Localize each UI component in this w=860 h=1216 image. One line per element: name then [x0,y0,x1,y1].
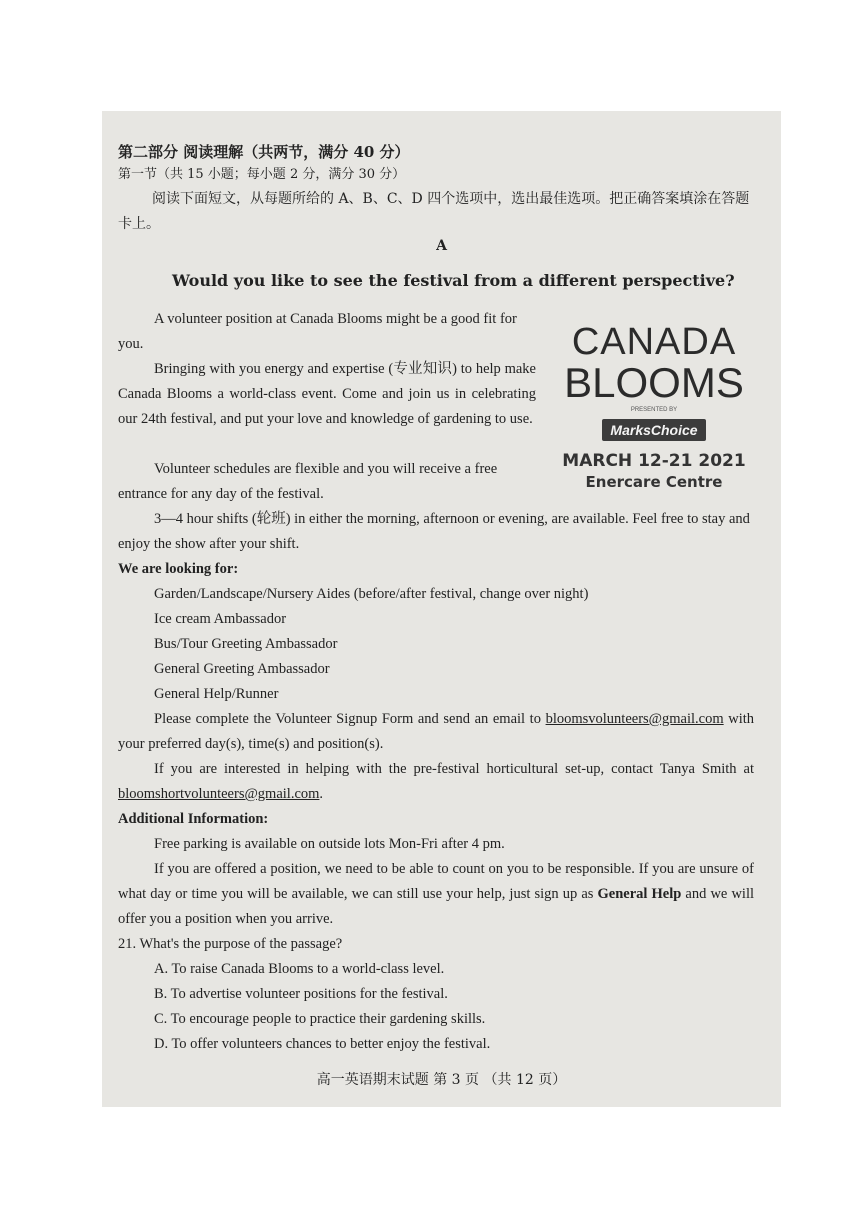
option-b: B. To advertise volunteer positions for the festival. [154,986,448,1002]
prefestival-email-link[interactable]: bloomshortvolunteers@gmail.com [118,786,320,802]
list-item: Ice cream Ambassador [154,611,287,627]
passage-paragraph-4: 3—4 hour shifts (轮班) in either the morning, afternoon or evening, are available. Feel free to stay and enjoy the show after your shift. [118,511,750,552]
list-item: General Greeting Ambassador [154,661,330,677]
offered-text: If you are offered a position, we need to be able to count on you to be responsible. If you are unsure of what day or time you will be available, we can still use your help, just sign up as [118,861,754,902]
looking-for-heading: We are looking for: [118,561,239,577]
passage-letter: A [436,238,447,254]
offered-text-end: and we will offer you a position when you arrive. [118,886,754,927]
passage-intro: A volunteer position at Canada Blooms might be a good fit for you. [118,311,517,352]
instructions: 阅读下面短文，从每题所给的 A、B、C、D 四个选项中，选出最佳选项。把正确答案填涂在答题卡上。 [118,191,750,232]
passage-paragraph-2: Bringing with you energy and expertise (专业知识) to help make Canada Blooms a world-class event. Come and join us in celebrating our 24th festival, and put your love and knowledge of gardening to use. [118,361,536,427]
question-stem: 21. What's the purpose of the passage? [118,936,343,952]
positions-list [118,582,754,707]
logo-presented-by: PRESENTED BY [630,407,678,413]
signup-text-end: with your preferred day(s), time(s) and position(s). [118,711,755,752]
list-item: Bus/Tour Greeting Ambassador [154,636,338,652]
passage-title: Would you like to see the festival from a different perspective? [172,271,735,290]
logo-canada-text: CANADA [571,321,737,363]
festival-venue: Enercare Centre [585,473,723,491]
passage-paragraph-3: Volunteer schedules are flexible and you will receive a free entrance for any day of the festival. [118,461,498,502]
signup-paragraph [118,707,754,757]
section-title: 第一节（共 15 小题；每小题 2 分，满分 30 分） [118,167,406,182]
logo-blooms-text: BLOOMS [564,359,744,406]
general-help-term: General Help [597,886,682,902]
sponsor-logo: MarksChoice [602,419,705,441]
option-a: A. To raise Canada Blooms to a world-class level. [154,961,445,977]
answer-options [118,957,754,1057]
page-footer: 高一英语期末试题 第 3 页 （共 12 页） [316,1072,567,1088]
festival-date: MARCH 12-21 2021 [562,451,746,471]
signup-email-link[interactable]: bloomsvolunteers@gmail.com [545,711,724,727]
signup-text: Please complete the Volunteer Signup Form and send an email to [154,711,541,727]
additional-info-heading: Additional Information: [118,811,269,827]
canada-blooms-logo [554,323,754,491]
prefestival-period: . [319,786,324,802]
option-d: D. To offer volunteers chances to better enjoy the festival. [154,1036,491,1052]
offered-paragraph [118,857,754,932]
prefestival-paragraph [118,757,754,807]
prefestival-text: If you are interested in helping with the pre-festival horticultural set-up, contact Tanya Smith at [154,761,754,777]
option-c: C. To encourage people to practice their gardening skills. [154,1011,486,1027]
list-item: Garden/Landscape/Nursery Aides (before/after festival, change over night) [154,586,589,602]
parking-text: Free parking is available on outside lots Mon-Fri after 4 pm. [154,836,505,852]
exam-page [102,111,781,1107]
list-item: General Help/Runner [154,686,279,702]
part-title: 第二部分 阅读理解（共两节，满分 40 分） [118,143,410,161]
